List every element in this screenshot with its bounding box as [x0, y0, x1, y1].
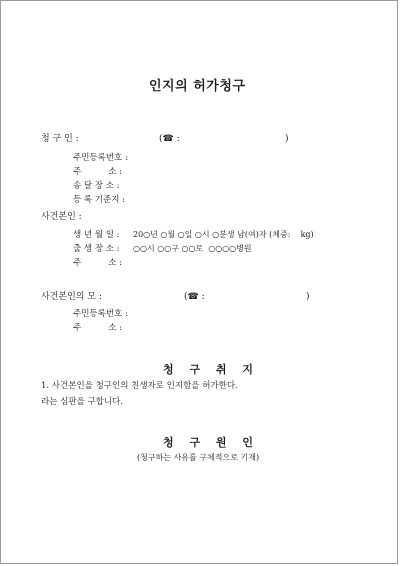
cause-heading: 청 구 원 인: [163, 436, 259, 449]
principal-birthplace-label: 출 생 장 소 :: [73, 244, 120, 254]
mother-phone: (☎ :: [184, 292, 205, 302]
mother-address: 주 소 :: [73, 323, 123, 333]
claimant-id-number: 주민등록번호 :: [73, 153, 128, 163]
purpose-heading: 청 구 취 지: [163, 363, 259, 376]
document-title: 인지의 허가청구: [149, 79, 246, 94]
cause-note: (청구하는 사유를 구체적으로 기재): [137, 453, 260, 462]
mother-phone-close: ): [306, 292, 310, 302]
principal-birthplace-value: ○○시 ○○구 ○○로 ○○○○병원: [133, 244, 252, 253]
principal-birth-value: 20○년 ○월 ○일 ○시 ○분생 남(여)자 (체중: kg): [133, 230, 314, 239]
mother-label: 사건본인의 모 :: [41, 292, 102, 302]
claimant-phone: (☎ :: [159, 134, 180, 144]
purpose-line-1: 1. 사건본인을 청구인의 친생자로 인지함을 허가한다.: [41, 381, 238, 391]
claimant-service-address: 송 달 장 소 :: [73, 181, 120, 191]
claimant-phone-close: ): [285, 134, 289, 144]
mother-id-number: 주민등록번호 :: [73, 309, 128, 319]
claimant-address: 주 소 :: [73, 167, 123, 177]
claimant-registry: 등 록 기준지 :: [73, 195, 126, 205]
purpose-line-2: 라는 심판을 구합니다.: [41, 397, 124, 407]
claimant-label: 청 구 인 :: [41, 134, 79, 144]
principal-label: 사건본인 :: [41, 212, 82, 222]
principal-address: 주 소 :: [73, 258, 123, 268]
principal-birth-label: 생 년 월 일 :: [73, 230, 120, 240]
